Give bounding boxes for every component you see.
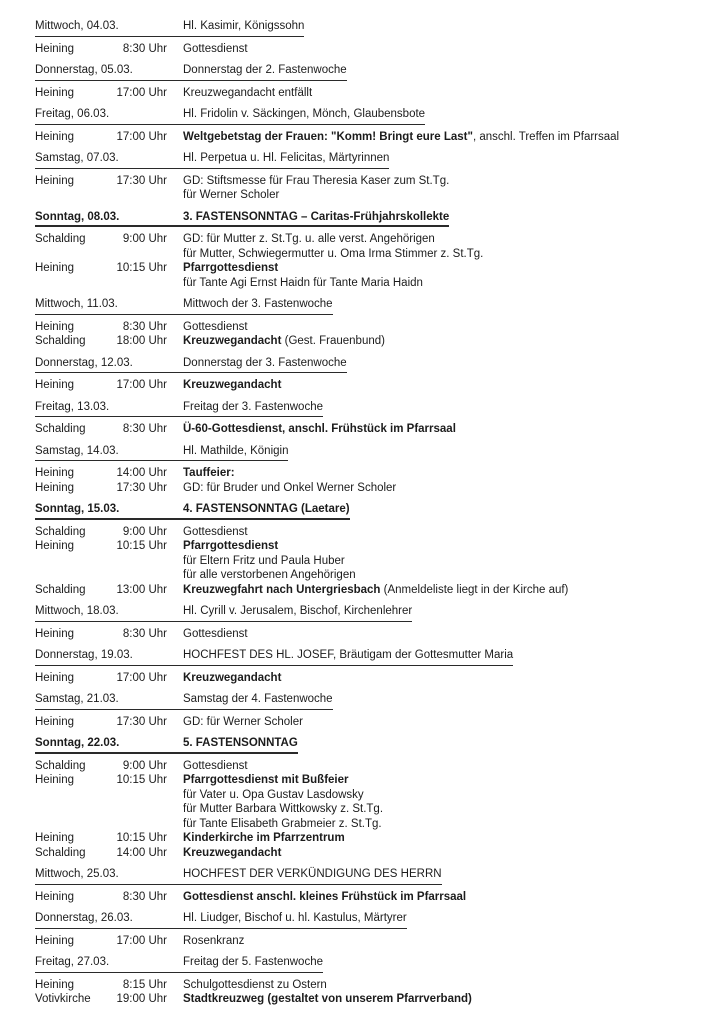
day-header-row [35, 19, 696, 37]
day-header-title-text: Freitag der 5. Fastenwoche [183, 955, 323, 973]
service-row [35, 334, 696, 349]
day-header-title [183, 955, 696, 973]
service-line [183, 42, 696, 57]
text-segment: Kreuzwegfahrt nach Untergriesbach [183, 583, 381, 596]
day-header-title [183, 736, 696, 754]
service-line [183, 715, 696, 730]
service-line [183, 583, 696, 598]
service-location: Heining [35, 467, 74, 479]
service-line [183, 802, 696, 817]
day-header-title [183, 297, 696, 315]
service-row [35, 232, 696, 261]
day-header-row [35, 867, 696, 885]
service-time: 9:00 Uhr [122, 759, 167, 772]
service-location: Heining [35, 671, 74, 684]
text-segment: Pfarrgottesdienst [183, 540, 279, 552]
day-header-row [35, 400, 696, 418]
service-line [183, 831, 696, 846]
text-segment: GD: für Werner Scholer [183, 715, 303, 728]
day-header-title-text: Hl. Cyrill v. Jerusalem, Bischof, Kirchenlehrer [183, 604, 412, 622]
day-header-title-text: Mittwoch der 3. Fastenwoche [183, 297, 333, 315]
service-description [167, 261, 696, 290]
day-header-date: Freitag, 13.03. [35, 400, 183, 418]
service-time: 10:15 Uhr [116, 540, 167, 552]
day-header-title-text: HOCHFEST DER VERKÜNDIGUNG DES HERRN [183, 867, 442, 885]
day-header-row [35, 107, 696, 125]
service-time: 17:30 Uhr [116, 715, 167, 728]
day-header-row [35, 297, 696, 315]
service-location: Schalding [35, 846, 86, 859]
service-line [183, 817, 696, 832]
service-time: 8:15 Uhr [122, 978, 167, 991]
day-header-title [183, 400, 696, 418]
day-header-title-text: 5. FASTENSONNTAG [183, 736, 298, 754]
service-location: Schalding [35, 525, 86, 538]
service-description [167, 846, 696, 861]
day-header-date: Sonntag, 08.03. [35, 210, 183, 228]
service-time: 17:00 Uhr [116, 379, 167, 391]
service-time: 19:00 Uhr [116, 993, 167, 1005]
text-segment: Kreuzwegandacht [183, 379, 282, 391]
service-row [35, 934, 696, 949]
text-segment: Gottesdienst [183, 759, 248, 772]
day-header-title-text: Hl. Fridolin v. Säckingen, Mönch, Glaubensbote [183, 107, 425, 125]
text-segment: für Vater u. Opa Gustav Lasdowsky [183, 788, 364, 801]
day-header-date: Sonntag, 15.03. [35, 502, 183, 520]
service-row [35, 831, 696, 846]
text-segment: Stadtkreuzweg (gestaltet von unserem Pfarrverband) [183, 993, 472, 1005]
service-location: Heining [35, 890, 74, 903]
service-location: Heining [35, 86, 74, 99]
day-header-title [183, 444, 696, 462]
service-row [35, 174, 696, 203]
service-location: Votivkirche [35, 993, 91, 1005]
day-header-title [183, 648, 696, 666]
service-time: 14:00 Uhr [116, 467, 167, 479]
service-description [167, 539, 696, 583]
day-header-title-text: Hl. Liudger, Bischof u. hl. Kastulus, Märtyrer [183, 911, 407, 929]
day-header-title [183, 210, 696, 228]
day-header-date: Freitag, 27.03. [35, 955, 183, 973]
service-row [35, 671, 696, 686]
service-time: 17:30 Uhr [116, 481, 167, 494]
service-description [167, 831, 696, 846]
day-header-row [35, 911, 696, 929]
service-description [167, 174, 696, 203]
text-segment: Kreuzwegandacht [183, 671, 282, 684]
service-description [167, 890, 696, 905]
service-time: 9:00 Uhr [122, 233, 167, 245]
service-description [167, 992, 696, 1007]
service-time: 17:00 Uhr [116, 934, 167, 947]
day-header-title [183, 502, 696, 520]
service-line [183, 992, 696, 1007]
service-description [167, 525, 696, 540]
service-description [167, 378, 696, 393]
text-segment: für Tante Elisabeth Grabmeier z. St.Tg. [183, 817, 382, 830]
day-header-date: Sonntag, 22.03. [35, 736, 183, 754]
day-header-title-text: Donnerstag der 3. Fastenwoche [183, 356, 347, 374]
day-header-title [183, 356, 696, 374]
service-row [35, 773, 696, 831]
service-line [183, 627, 696, 642]
service-description [167, 759, 696, 774]
service-row [35, 261, 696, 290]
service-location: Heining [35, 774, 74, 786]
service-time: 18:00 Uhr [116, 335, 167, 347]
service-line [183, 378, 696, 393]
service-location: Schalding [35, 233, 86, 245]
service-description [167, 934, 696, 949]
day-header-row [35, 210, 696, 228]
day-header-row [35, 444, 696, 462]
day-header-title-text: 3. FASTENSONNTAG – Caritas-Frühjahrskollekte [183, 210, 449, 228]
service-line [183, 788, 696, 803]
day-header-title-text: 4. FASTENSONNTAG (Laetare) [183, 502, 350, 520]
service-line [183, 466, 696, 481]
day-header-row [35, 955, 696, 973]
service-line [183, 261, 696, 276]
service-location: Schalding [35, 423, 86, 435]
service-row [35, 422, 696, 437]
service-description [167, 773, 696, 831]
day-header-title-text: HOCHFEST DES HL. JOSEF, Bräutigam der Gottesmutter Maria [183, 648, 513, 666]
service-row [35, 715, 696, 730]
day-header-row [35, 604, 696, 622]
service-row [35, 846, 696, 861]
text-segment: (Gest. Frauenbund) [281, 335, 385, 347]
day-header-date: Samstag, 14.03. [35, 444, 183, 462]
day-header-date: Samstag, 07.03. [35, 151, 183, 169]
day-header-row [35, 151, 696, 169]
service-line [183, 334, 696, 349]
text-segment: Weltgebetstag der Frauen: "Komm! Bringt eure Last" [183, 130, 473, 143]
text-segment: Kreuzwegandacht [183, 846, 282, 859]
schedule [35, 19, 696, 1007]
service-time: 13:00 Uhr [116, 583, 167, 596]
service-line [183, 671, 696, 686]
day-header-date: Donnerstag, 26.03. [35, 911, 183, 929]
day-header-date: Donnerstag, 19.03. [35, 648, 183, 666]
text-segment: GD: für Bruder und Onkel Werner Scholer [183, 481, 397, 494]
service-row [35, 627, 696, 642]
day-header-date: Samstag, 21.03. [35, 692, 183, 710]
service-line [183, 86, 696, 101]
service-time: 8:30 Uhr [122, 627, 167, 640]
day-header-row [35, 648, 696, 666]
service-description [167, 232, 696, 261]
service-location: Heining [35, 174, 74, 187]
service-location: Schalding [35, 759, 86, 772]
service-row [35, 890, 696, 905]
service-description [167, 978, 696, 993]
service-row [35, 320, 696, 335]
text-segment: Gottesdienst [183, 42, 248, 55]
service-line [183, 174, 696, 189]
text-segment: Gottesdienst anschl. kleines Frühstück im Pfarrsaal [183, 890, 467, 903]
service-line [183, 568, 696, 583]
day-header-title [183, 107, 696, 125]
service-line [183, 481, 696, 496]
day-header-title [183, 19, 696, 37]
service-row [35, 992, 696, 1007]
text-segment: Kinderkirche im Pfarrzentrum [183, 832, 345, 844]
service-line [183, 525, 696, 540]
day-header-date: Mittwoch, 25.03. [35, 867, 183, 885]
text-segment: GD: Stiftsmesse für Frau Theresia Kaser zum St.Tg. [183, 174, 450, 187]
day-header-title [183, 63, 696, 81]
service-location: Heining [35, 130, 74, 143]
service-row [35, 86, 696, 101]
service-row [35, 42, 696, 57]
service-description [167, 627, 696, 642]
service-location: Heining [35, 379, 74, 391]
service-location: Heining [35, 978, 74, 991]
service-line [183, 130, 696, 145]
service-row [35, 466, 696, 481]
text-segment: für Mutter Barbara Wittkowsky z. St.Tg. [183, 803, 384, 815]
service-row [35, 481, 696, 496]
service-line [183, 759, 696, 774]
text-segment: Gottesdienst [183, 320, 248, 333]
service-row [35, 378, 696, 393]
service-description [167, 715, 696, 730]
service-line [183, 554, 696, 569]
service-row [35, 583, 696, 598]
day-header-date: Mittwoch, 18.03. [35, 604, 183, 622]
day-header-title-text: Freitag der 3. Fastenwoche [183, 400, 323, 418]
service-row [35, 525, 696, 540]
service-description [167, 320, 696, 335]
service-line [183, 978, 696, 993]
service-line [183, 276, 696, 291]
service-time: 8:30 Uhr [122, 42, 167, 55]
service-line [183, 188, 696, 203]
text-segment: , anschl. Treffen im Pfarrsaal [472, 130, 620, 143]
text-segment: für Mutter, Schwiegermutter u. Oma Irma Stimmer z. St.Tg. [183, 247, 484, 260]
day-header-title-text: Samstag der 4. Fastenwoche [183, 692, 333, 710]
text-segment: für Werner Scholer [183, 189, 280, 201]
service-time: 10:15 Uhr [116, 832, 167, 844]
day-header-title [183, 911, 696, 929]
service-line [183, 934, 696, 949]
day-header-row [35, 692, 696, 710]
service-line [183, 773, 696, 788]
service-location: Heining [35, 934, 74, 947]
text-segment: Tauffeier: [183, 467, 235, 479]
text-segment: Kreuzwegandacht [183, 335, 282, 347]
day-header-title-text: Donnerstag der 2. Fastenwoche [183, 63, 347, 81]
day-header-row [35, 502, 696, 520]
text-segment: Schulgottesdienst zu Ostern [183, 978, 327, 991]
day-header-date: Donnerstag, 12.03. [35, 356, 183, 374]
service-description [167, 481, 696, 496]
text-segment: für Eltern Fritz und Paula Huber [183, 554, 345, 567]
text-segment: Rosenkranz [183, 934, 245, 947]
service-location: Heining [35, 627, 74, 640]
service-row [35, 759, 696, 774]
service-line [183, 247, 696, 262]
service-description [167, 671, 696, 686]
text-segment: (Anmeldeliste liegt in der Kirche auf) [380, 583, 569, 596]
service-time: 10:15 Uhr [116, 262, 167, 274]
service-time: 17:30 Uhr [116, 174, 167, 187]
service-line [183, 320, 696, 335]
service-location: Heining [35, 540, 74, 552]
service-row [35, 978, 696, 993]
service-location: Heining [35, 715, 74, 728]
service-time: 17:00 Uhr [116, 130, 167, 143]
service-time: 8:30 Uhr [122, 320, 167, 333]
day-header-row [35, 356, 696, 374]
day-header-row [35, 63, 696, 81]
service-description [167, 42, 696, 57]
service-line [183, 422, 696, 437]
service-description [167, 583, 696, 598]
service-row [35, 539, 696, 583]
service-location: Heining [35, 262, 74, 274]
text-segment: für alle verstorbenen Angehörigen [183, 569, 356, 581]
service-time: 9:00 Uhr [122, 525, 167, 538]
text-segment: GD: für Mutter z. St.Tg. u. alle verst. Angehörigen [183, 233, 435, 245]
service-location: Schalding [35, 335, 86, 347]
service-time: 8:30 Uhr [122, 890, 167, 903]
day-header-row [35, 736, 696, 754]
service-description [167, 334, 696, 349]
text-segment: für Tante Agi Ernst Haidn für Tante Maria Haidn [183, 276, 423, 289]
text-segment: Gottesdienst [183, 627, 248, 640]
day-header-title [183, 692, 696, 710]
day-header-date: Donnerstag, 05.03. [35, 63, 183, 81]
day-header-title-text: Hl. Perpetua u. Hl. Felicitas, Märtyrinnen [183, 151, 389, 169]
service-time: 14:00 Uhr [116, 846, 167, 859]
text-segment: Pfarrgottesdienst [183, 262, 279, 274]
service-line [183, 539, 696, 554]
service-description [167, 86, 696, 101]
service-time: 8:30 Uhr [122, 423, 167, 435]
service-location: Heining [35, 481, 74, 494]
service-description [167, 466, 696, 481]
day-header-date: Mittwoch, 04.03. [35, 19, 183, 37]
service-row [35, 130, 696, 145]
day-header-title-text: Hl. Kasimir, Königssohn [183, 19, 304, 37]
day-header-title [183, 867, 696, 885]
service-time: 10:15 Uhr [116, 774, 167, 786]
service-description [167, 422, 696, 437]
service-time: 17:00 Uhr [116, 671, 167, 684]
text-segment: Kreuzwegandacht entfällt [183, 86, 313, 99]
service-location: Heining [35, 42, 74, 55]
day-header-date: Mittwoch, 11.03. [35, 297, 183, 315]
service-line [183, 232, 696, 247]
service-description [167, 130, 696, 145]
text-segment: Gottesdienst [183, 525, 248, 538]
text-segment: Ü-60-Gottesdienst, anschl. Frühstück im Pfarrsaal [183, 423, 456, 435]
text-segment: Pfarrgottesdienst mit Bußfeier [183, 774, 349, 786]
day-header-title [183, 151, 696, 169]
service-location: Heining [35, 832, 74, 844]
day-header-title [183, 604, 696, 622]
service-line [183, 890, 696, 905]
day-header-title-text: Hl. Mathilde, Königin [183, 444, 288, 462]
service-location: Heining [35, 320, 74, 333]
service-location: Schalding [35, 583, 86, 596]
day-header-date: Freitag, 06.03. [35, 107, 183, 125]
service-line [183, 846, 696, 861]
service-time: 17:00 Uhr [116, 86, 167, 99]
